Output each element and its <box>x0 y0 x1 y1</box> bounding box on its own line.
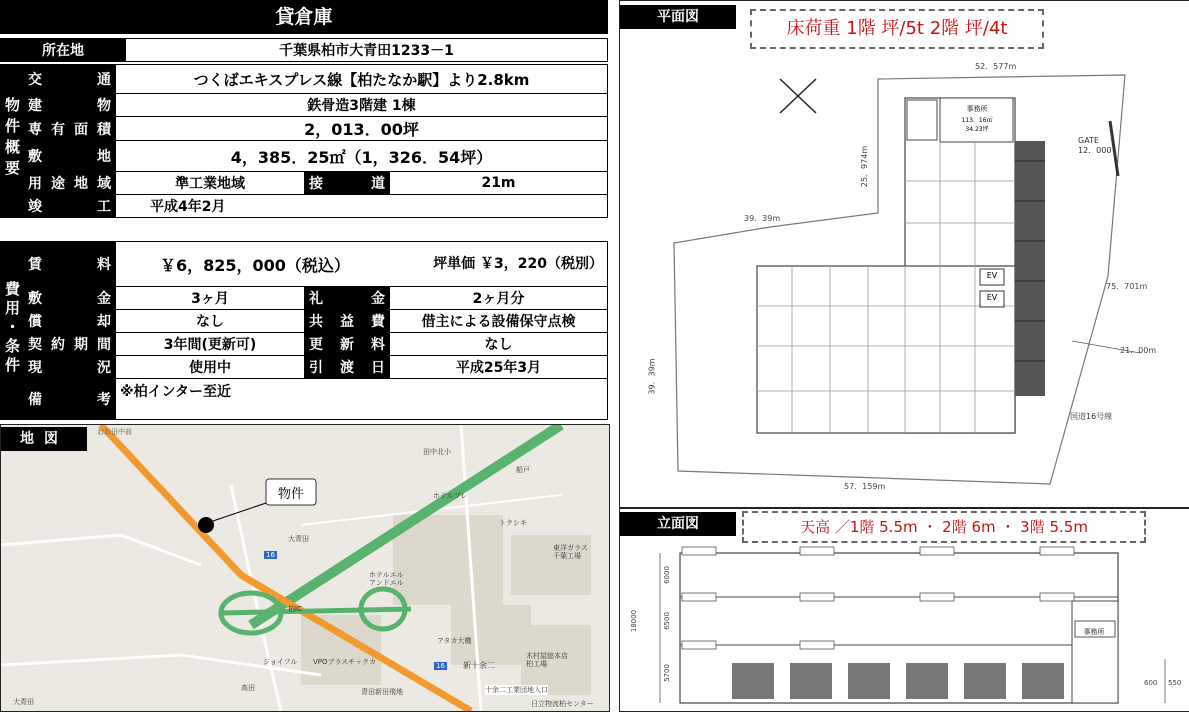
building-value: 鉄骨造3階建 1棟 <box>116 94 608 117</box>
status-label: 現況 <box>24 356 116 379</box>
ev-label: EV <box>986 271 998 280</box>
common-fee-label: 共益費 <box>305 310 390 333</box>
elevation-panel <box>619 508 1189 712</box>
office-area: 113．16㎡ <box>961 117 993 124</box>
renewal-fee-label: 更新料 <box>305 333 390 356</box>
dim-top: 52．577m <box>975 62 1017 71</box>
floor-plan-graphic <box>620 1 1189 507</box>
map-label: 東洋ガラス <box>553 544 588 552</box>
renewal-fee-value: なし <box>390 333 608 356</box>
road-value: 21m <box>390 172 608 195</box>
map-label: ホテルプレ <box>433 492 468 500</box>
dim-bottom: 57．159m <box>844 482 886 491</box>
elevation-office-label: 事務所 <box>1083 628 1105 636</box>
transport-label: 交通 <box>24 65 116 94</box>
map-label: 柏工場 <box>526 660 547 668</box>
floor-plan-panel <box>619 0 1189 508</box>
map-label: 青田新田飛地 <box>361 688 403 696</box>
map-label: アタカ大機 <box>437 637 472 645</box>
map-label: 十余二工業団地入口 <box>485 686 548 694</box>
floor-area-label: 専有面積 <box>24 117 116 141</box>
map-callout-label: 物件 <box>277 487 304 502</box>
rent-label: 賃料 <box>24 242 116 287</box>
office-label: 事務所 <box>966 105 988 113</box>
term-value: 3年間(更新可) <box>116 333 305 356</box>
dim-elev: 18000 <box>630 609 639 633</box>
map-label: ジョイフル <box>263 658 298 666</box>
page-title: 貸倉庫 <box>0 0 608 34</box>
dim-elev: 550 <box>1168 679 1182 687</box>
completion-value: 平成4年2月 <box>116 195 608 218</box>
load-note: 床荷重 1階 坪/5t 2階 坪/4t <box>750 9 1044 49</box>
gate-label: GATE <box>1078 136 1099 145</box>
property-section-text: 物件概要 <box>3 97 21 181</box>
map-label: 木村屋総本店 <box>526 652 568 660</box>
dim-left-c: 39．39m <box>647 358 657 395</box>
handover-label: 引渡日 <box>305 356 390 379</box>
map-label: 高田 <box>241 684 255 692</box>
map-header: 地図 <box>1 427 87 451</box>
status-value: 使用中 <box>116 356 305 379</box>
term-label: 契約期間 <box>24 333 116 356</box>
ev-label: EV <box>986 293 998 302</box>
handover-value: 平成25年3月 <box>390 356 608 379</box>
map-label: ホテルエル <box>369 571 404 579</box>
map-label: トクシキ <box>499 519 527 527</box>
building-label: 建物 <box>24 94 116 117</box>
cost-section-text: 費用・条件 <box>3 281 21 376</box>
rent-value: ￥6，825，000（税込） <box>160 255 350 275</box>
map-panel <box>0 424 610 712</box>
map-label: 船戸 <box>516 466 530 474</box>
zoning-value: 準工業地域 <box>116 172 305 195</box>
common-fee-value: 借主による設備保守点検 <box>390 310 608 333</box>
dim-left-a: 25．974m <box>860 145 870 188</box>
zoning-label: 用途地域 <box>24 172 116 195</box>
transport-value: つくばエキスプレス線【柏たなか駅】より2.8km <box>116 65 608 94</box>
height-note: 天高 ／1階 5.5m ・ 2階 6m ・ 3階 5.5m <box>742 511 1146 543</box>
amortization-label: 償却 <box>24 310 116 333</box>
floor-area-value: 2，013．00坪 <box>116 117 608 141</box>
cost-section-label <box>1 242 24 420</box>
floor-plan-header: 平面図 <box>620 5 736 29</box>
location-label: 所在地 <box>1 39 126 62</box>
site-value: 4，385．25㎡（1，326．54坪） <box>116 141 608 172</box>
property-table <box>0 64 608 218</box>
map-label: 千葉工場 <box>553 552 581 560</box>
map-label: 大青田 <box>13 698 34 706</box>
completion-label: 竣工 <box>24 195 116 218</box>
cost-table <box>0 241 608 420</box>
dim-elev: 6500 <box>662 612 671 630</box>
rent-unit: 坪単価 ￥3，220（税別） <box>433 255 603 272</box>
amortization-value: なし <box>116 310 305 333</box>
route-shield: 16 <box>266 551 275 559</box>
rent-cell <box>116 242 608 287</box>
location-table <box>0 38 608 62</box>
map-label: VPOブラスチックカ <box>313 658 376 666</box>
map-label: 田中北小 <box>423 448 451 456</box>
property-section-label <box>1 65 24 218</box>
dim-elev: 5700 <box>662 664 671 682</box>
elevation-header: 立面図 <box>620 512 736 536</box>
key-money-value: 2ヶ月分 <box>390 287 608 310</box>
dim-elev: 600 <box>1144 679 1158 687</box>
dim-elev: 6000 <box>662 566 671 584</box>
dim-left-b: 39．39m <box>744 214 781 223</box>
gate-width: 12．000 <box>1078 146 1112 155</box>
remarks-label: 備考 <box>24 379 116 420</box>
deposit-label: 敷金 <box>24 287 116 310</box>
map-label: 柏IC <box>288 605 302 613</box>
map-label: 新十余二 <box>463 661 495 670</box>
map-label: 日立物流柏センター <box>531 700 594 708</box>
dim-right: 75．701m <box>1106 282 1148 291</box>
site-label: 敷地 <box>24 141 116 172</box>
map-label: おお田中前 <box>97 428 132 436</box>
road-label: 接道 <box>305 172 390 195</box>
remarks-value: ※柏インター至近 <box>116 379 608 420</box>
map-label: 大青田 <box>288 535 309 543</box>
road-name: 国道16号線 <box>1070 412 1113 421</box>
deposit-value: 3ヶ月 <box>116 287 305 310</box>
map-label: アンドエル <box>369 579 404 587</box>
dim-road: 21．00m <box>1120 346 1157 355</box>
location-value: 千葉県柏市大青田1233－1 <box>126 39 608 62</box>
route-shield: 16 <box>436 662 445 670</box>
office-tsubo: 34.23坪 <box>965 126 989 133</box>
key-money-label: 礼金 <box>305 287 390 310</box>
